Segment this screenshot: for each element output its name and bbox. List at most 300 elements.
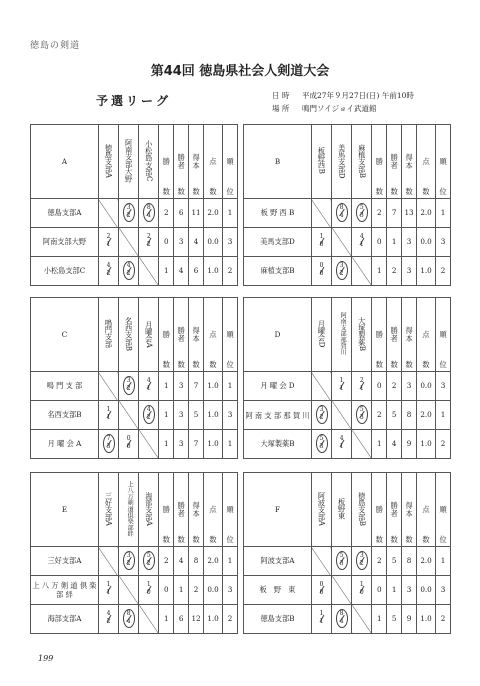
score-bottom: 1 [319,618,324,626]
point-avg-value: 1.0 [416,257,435,286]
points-value: 8 [189,547,204,576]
score-bottom: 1 [359,241,364,249]
group-letter: F [244,473,312,547]
match-score [336,434,348,453]
table-row [244,257,451,286]
score-top: 2 [359,377,364,385]
header-char: 得 [405,501,413,511]
score-bottom: 2 [126,270,131,278]
header-char: 点 [209,156,217,166]
self-match-cell [139,430,159,459]
score-bottom: 4 [146,212,151,220]
header-char: 得 [405,326,413,336]
rank-value: 1 [436,547,451,576]
score-top: 1 [106,406,111,414]
score-bottom: 3 [319,443,324,451]
score-bottom: 1 [146,385,151,393]
score-bottom: 2 [126,560,131,568]
win-count-value: 6 [174,199,189,228]
header-char: 本 [405,333,413,343]
wins-value: 0 [159,228,174,257]
match-result-cell [119,257,139,286]
header-char: 数 [209,186,217,196]
score-bottom: 2 [146,414,151,422]
header-char: 点 [422,329,430,339]
self-match-cell [352,430,372,459]
team-header-text: 阿南支部那賀川 [339,312,347,356]
rank-value: 2 [436,605,451,634]
point-avg-value: 1.0 [416,430,435,459]
team-column-header [98,298,118,372]
match-score [316,232,328,251]
win-circle [356,551,368,570]
team-header-text: 上八万剣道倶楽部絆 [126,480,134,537]
team-header-text: 徳島支部B [357,491,367,526]
win-circle [316,405,328,424]
team-name: 鳴 門 支 部 [31,372,99,401]
table-row [244,199,451,228]
score-top: 8 [339,204,344,212]
group-table-d [243,297,451,459]
rank-value: 1 [436,401,451,430]
table-row [244,605,451,634]
win-circle [143,405,155,424]
score-top: 4 [359,233,364,241]
team-header-text: 月曜会A [144,320,154,348]
score-bottom: 2 [106,618,111,626]
match-result-cell [119,199,139,228]
group-letter: C [31,298,99,372]
self-match-cell [352,605,372,634]
match-score [356,580,368,599]
point-avg-value: 2.0 [203,547,222,576]
match-score [336,376,348,395]
score-top: 8 [146,204,151,212]
team-header-text: 麻植支部B [357,143,367,178]
match-result-cell [352,372,372,401]
team-name: 上 八 万 剣 道 倶 楽 部 絆 [31,576,99,605]
header-char: 位 [226,359,234,369]
wins-value: 2 [372,401,387,430]
score-top: 4 [146,406,151,414]
header-char: 数 [422,534,430,544]
table-row [31,257,238,286]
rank-value: 3 [223,228,238,257]
win-count-value: 4 [387,430,402,459]
team-column-header [352,473,372,547]
wins-value: 2 [372,547,387,576]
points-value: 7 [189,372,204,401]
table-row [31,576,238,605]
score-bottom: 0 [319,241,324,249]
header-char: 順 [226,329,234,339]
match-result-cell [352,199,372,228]
win-circle [356,405,368,424]
match-result-cell [139,547,159,576]
header-char: 点 [209,504,217,514]
header-char: 数 [422,186,430,196]
header-char: 数 [177,359,185,369]
header-char: 勝 [375,156,383,166]
score-bottom: 1 [106,414,111,422]
header-char: 数 [390,359,398,369]
header-char: 者 [390,333,398,343]
points-value: 8 [402,547,417,576]
group-letter: E [31,473,99,547]
wins-value: 1 [372,605,387,634]
score-top: 5 [359,204,364,212]
wins-value: 0 [372,228,387,257]
score-top: 5 [319,435,324,443]
self-match-cell [311,199,331,228]
self-match-cell [311,547,331,576]
points-value: 9 [402,430,417,459]
team-name: 月 曜 会 A [31,430,99,459]
score-bottom: 2 [146,241,151,249]
match-score [356,376,368,395]
point-avg-value: 0.0 [416,576,435,605]
team-header-text: 阿南支部大野 [124,139,134,183]
match-result-cell [98,430,118,459]
match-result-cell [98,605,118,634]
self-match-cell [98,547,118,576]
match-score [316,609,328,628]
header-points [402,298,417,372]
team-name: 板 野 西 B [244,199,312,228]
team-name: 美馬支部D [244,228,312,257]
team-name: 大塚製薬B [244,430,312,459]
header-char: 数 [405,359,413,369]
page-title: 第44回 徳島県社会人剣道大会 [150,64,330,79]
team-name: 名西支部B [31,401,99,430]
win-circle [123,203,135,222]
header-win-count [387,298,402,372]
header-char: 数 [192,359,200,369]
league-subtitle: 予選リーグ [96,94,172,108]
score-top: 1 [359,581,364,589]
header-char: 数 [405,186,413,196]
header-wins [372,473,387,547]
self-match-cell [311,372,331,401]
wins-value: 1 [159,257,174,286]
points-value: 3 [402,228,417,257]
score-top: 2 [146,233,151,241]
points-value: 5 [189,401,204,430]
win-count-value: 5 [387,547,402,576]
header-wins [159,125,174,199]
match-result-cell [119,430,139,459]
team-column-header [311,298,331,372]
header-char: 本 [192,508,200,518]
score-bottom: 4 [339,618,344,626]
header-char: 得 [192,326,200,336]
group-table-b [243,124,451,286]
header-char: 勝 [162,329,170,339]
header-char: 勝 [177,153,185,163]
group-letter: D [244,298,312,372]
match-result-cell [352,401,372,430]
header-char: 得 [405,153,413,163]
point-avg-value: 0.0 [416,228,435,257]
team-header-text: 海部支部A [144,491,154,526]
group-table-e [30,472,238,634]
header-char: 本 [405,160,413,170]
team-header-text: 板野西B [317,147,327,175]
header-point-avg [203,125,222,199]
rank-value: 3 [436,228,451,257]
points-value: 3 [402,372,417,401]
match-result-cell [311,257,331,286]
score-top: 3 [359,552,364,560]
match-result-cell [139,576,159,605]
header-char: 数 [375,534,383,544]
match-result-cell [139,372,159,401]
header-point-avg [416,125,435,199]
rank-value: 3 [436,372,451,401]
score-bottom: 2 [339,270,344,278]
wins-value: 1 [159,401,174,430]
header-char: 勝 [375,504,383,514]
wins-value: 1 [372,430,387,459]
point-avg-value: 1.0 [203,372,222,401]
wins-value: 2 [159,547,174,576]
group-letter: B [244,125,312,199]
match-score [103,609,115,628]
header-win-count [174,298,189,372]
points-value: 9 [402,605,417,634]
score-top: 3 [126,204,131,212]
score-top: 0 [319,262,324,270]
date-label: 日 時 [272,91,290,100]
win-count-value: 3 [174,372,189,401]
score-bottom: 4 [126,618,131,626]
match-score [316,580,328,599]
header-char: 者 [177,508,185,518]
self-match-cell [139,605,159,634]
match-score [103,405,115,424]
team-column-header [119,298,139,372]
self-match-cell [98,199,118,228]
point-avg-value: 1.0 [203,257,222,286]
point-avg-value: 0.0 [203,576,222,605]
score-bottom: 2 [146,560,151,568]
points-value: 8 [402,401,417,430]
team-column-header [332,298,352,372]
score-bottom: 3 [359,212,364,220]
group-table-c [30,297,238,459]
match-result-cell [311,576,331,605]
team-name: 海部支部A [31,605,99,634]
score-bottom: 2 [106,270,111,278]
header-char: 点 [422,156,430,166]
score-bottom: 3 [106,443,111,451]
header-rank [223,125,238,199]
match-result-cell [139,199,159,228]
date-value: 平成27年９月27日(日) 午前10時 [302,91,414,100]
header-char: 勝 [375,329,383,339]
win-count-value: 2 [387,372,402,401]
self-match-cell [98,372,118,401]
win-count-value: 3 [174,228,189,257]
team-header-text: 板野東 [337,498,347,520]
header-points [189,125,204,199]
score-bottom: 2 [359,560,364,568]
header-char: 勝 [162,156,170,166]
header-char: 者 [177,333,185,343]
score-bottom: 4 [339,212,344,220]
match-score [123,434,135,453]
header-char: 順 [439,329,447,339]
header-char: 数 [162,534,170,544]
win-circle [336,609,348,628]
self-match-cell [139,257,159,286]
table-row [31,228,238,257]
match-score [316,261,328,280]
self-match-cell [119,228,139,257]
group-letter: A [31,125,99,199]
event-venue [272,103,376,114]
match-score [356,232,368,251]
match-result-cell [98,257,118,286]
score-top: 1 [319,610,324,618]
score-top: 4 [339,435,344,443]
win-circle [123,609,135,628]
score-bottom: 0 [319,270,324,278]
header-win-count [174,125,189,199]
points-value: 3 [402,257,417,286]
point-avg-value: 2.0 [416,199,435,228]
group-table-a [30,124,238,286]
score-top: 3 [126,552,131,560]
team-name: 三好支部A [31,547,99,576]
score-top: 1 [339,377,344,385]
header-char: 本 [192,160,200,170]
page-number: 199 [38,654,54,663]
score-bottom: 1 [339,385,344,393]
header-char: 位 [439,534,447,544]
match-score [103,232,115,251]
table-row [244,430,451,459]
score-bottom: 3 [339,560,344,568]
score-top: 4 [126,262,131,270]
venue-value: 鳴門ソイジョイ武道館 [302,104,377,113]
rank-value: 1 [223,199,238,228]
table-row [244,576,451,605]
header-wins [159,298,174,372]
rank-value: 2 [223,605,238,634]
wins-value: 0 [159,576,174,605]
team-header-text: 名西支部B [124,316,134,351]
team-column-header [332,473,352,547]
team-column-header [311,473,331,547]
rank-value: 1 [223,372,238,401]
point-avg-value: 1.0 [203,401,222,430]
header-rank [223,473,238,547]
wins-value: 1 [159,372,174,401]
header-char: 勝 [177,501,185,511]
header-char: 得 [192,501,200,511]
table-row [244,547,451,576]
score-bottom: 1 [106,589,111,597]
table-row [31,372,238,401]
rank-value: 3 [223,401,238,430]
match-score [103,580,115,599]
win-count-value: 1 [387,576,402,605]
match-result-cell [332,430,352,459]
header-points [402,125,417,199]
win-circle [316,434,328,453]
win-circle [336,261,348,280]
header-wins [159,473,174,547]
win-count-value: 5 [387,401,402,430]
team-column-header [119,473,139,547]
team-name: 麻植支部B [244,257,312,286]
win-circle [143,551,155,570]
win-count-value: 6 [174,605,189,634]
header-rank [436,125,451,199]
points-value: 4 [189,228,204,257]
table-row [31,605,238,634]
header-char: 位 [226,186,234,196]
match-score [103,261,115,280]
wins-value: 2 [372,199,387,228]
point-avg-value: 2.0 [416,401,435,430]
score-bottom: 0 [126,443,131,451]
win-count-value: 3 [174,430,189,459]
match-result-cell [332,547,352,576]
score-bottom: 0 [146,589,151,597]
rank-value: 2 [436,257,451,286]
header-win-count [387,473,402,547]
rank-value: 3 [436,576,451,605]
team-header-text: 大塚製薬B [357,316,367,351]
header-char: 者 [390,160,398,170]
point-avg-value: 2.0 [203,199,222,228]
match-result-cell [332,605,352,634]
header-char: 順 [226,156,234,166]
match-result-cell [98,401,118,430]
section-label: 徳島の剣道 [30,41,81,51]
wins-value: 1 [159,430,174,459]
point-avg-value: 2.0 [416,547,435,576]
score-top: 8 [126,610,131,618]
table-row [31,199,238,228]
header-char: 数 [192,534,200,544]
self-match-cell [332,576,352,605]
header-point-avg [203,298,222,372]
score-top: 4 [106,262,111,270]
header-char: 点 [422,504,430,514]
header-point-avg [416,298,435,372]
win-count-value: 1 [387,228,402,257]
win-count-value: 2 [387,257,402,286]
header-char: 位 [439,186,447,196]
team-column-header [139,298,159,372]
header-char: 数 [177,186,185,196]
point-avg-value: 0.0 [203,228,222,257]
team-name: 板 野 東 [244,576,312,605]
team-column-header [311,125,331,199]
match-score [143,232,155,251]
win-circle [336,203,348,222]
score-top: 0 [126,435,131,443]
team-name: 月 曜 会 D [244,372,312,401]
score-top: 4 [106,610,111,618]
win-count-value: 7 [387,199,402,228]
points-value: 3 [402,576,417,605]
header-wins [372,298,387,372]
score-bottom: 1 [359,385,364,393]
